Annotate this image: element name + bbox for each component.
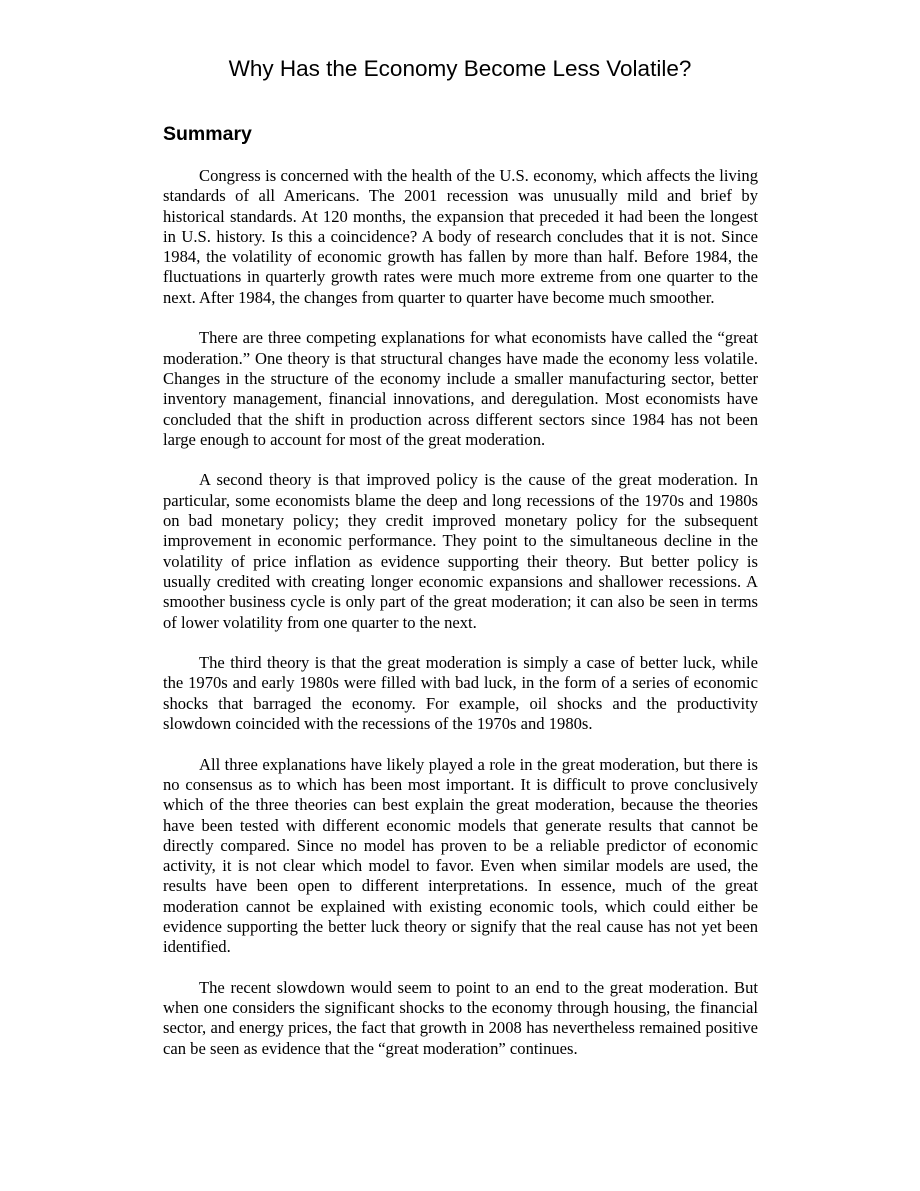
summary-paragraph-1: Congress is concerned with the health of the U.S. economy, which affects the living standards of all Americans. The 2001 recession was unusually mild and brief by historical standards. At 120 months, the expansion that preceded it had been the longest in U.S. history. Is this a coincidence? A body of research concludes that it is not. Since 1984, the volatility of economic growth has fallen by more than half. Before 1984, the fluctuations in quarterly growth rates were much more extreme from one quarter to the next. After 1984, the changes from quarter to quarter have become much smoother.: [163, 166, 758, 307]
section-heading-summary: Summary: [163, 123, 252, 145]
summary-paragraph-5: All three explanations have likely played a role in the great moderation, but there is no consensus as to which has been most important. It is difficult to prove conclusively which of the three theories can best explain the great moderation, because the theories have been tested with different economic models that generate results that cannot be directly compared. Since no model has proven to be a reliable predictor of economic activity, it is not clear which model to favor. Even when similar models are used, the results have been open to different interpretations. In essence, much of the great moderation cannot be explained with existing economic tools, which could either be evidence supporting the better luck theory or signify that the real cause has not yet been identified.: [163, 754, 758, 957]
summary-paragraph-6: The recent slowdown would seem to point to an end to the great moderation. But when one considers the significant shocks to the economy through housing, the financial sector, and energy prices, the fact that growth in 2008 has nevertheless remained positive can be seen as evidence that the “great moderation” continues.: [163, 977, 758, 1058]
summary-paragraph-3: A second theory is that improved policy is the cause of the great moderation. In particular, some economists blame the deep and long recessions of the 1970s and 1980s on bad monetary policy; they credit improved monetary policy for the subsequent improvement in economic performance. They point to the simultaneous decline in the volatility of price inflation as evidence supporting their theory. But better policy is usually credited with creating longer economic expansions and shallower recessions. A smoother business cycle is only part of the great moderation; it can also be seen in terms of lower volatility from one quarter to the next.: [163, 470, 758, 632]
summary-paragraph-2: There are three competing explanations for what economists have called the “great moderation.” One theory is that structural changes have made the economy less volatile. Changes in the structure of the economy include a smaller manufacturing sector, better inventory management, financial innovations, and deregulation. Most economists have concluded that the shift in production across different sectors since 1984 has not been large enough to account for most of the great moderation.: [163, 328, 758, 449]
document-title: Why Has the Economy Become Less Volatile?: [228, 56, 692, 81]
summary-paragraph-4: The third theory is that the great moderation is simply a case of better luck, while the 1970s and early 1980s were filled with bad luck, in the form of a series of economic shocks that barraged the economy. For example, oil shocks and the productivity slowdown coincided with the recessions of the 1970s and 1980s.: [163, 653, 758, 734]
summary-body: [163, 166, 758, 1079]
